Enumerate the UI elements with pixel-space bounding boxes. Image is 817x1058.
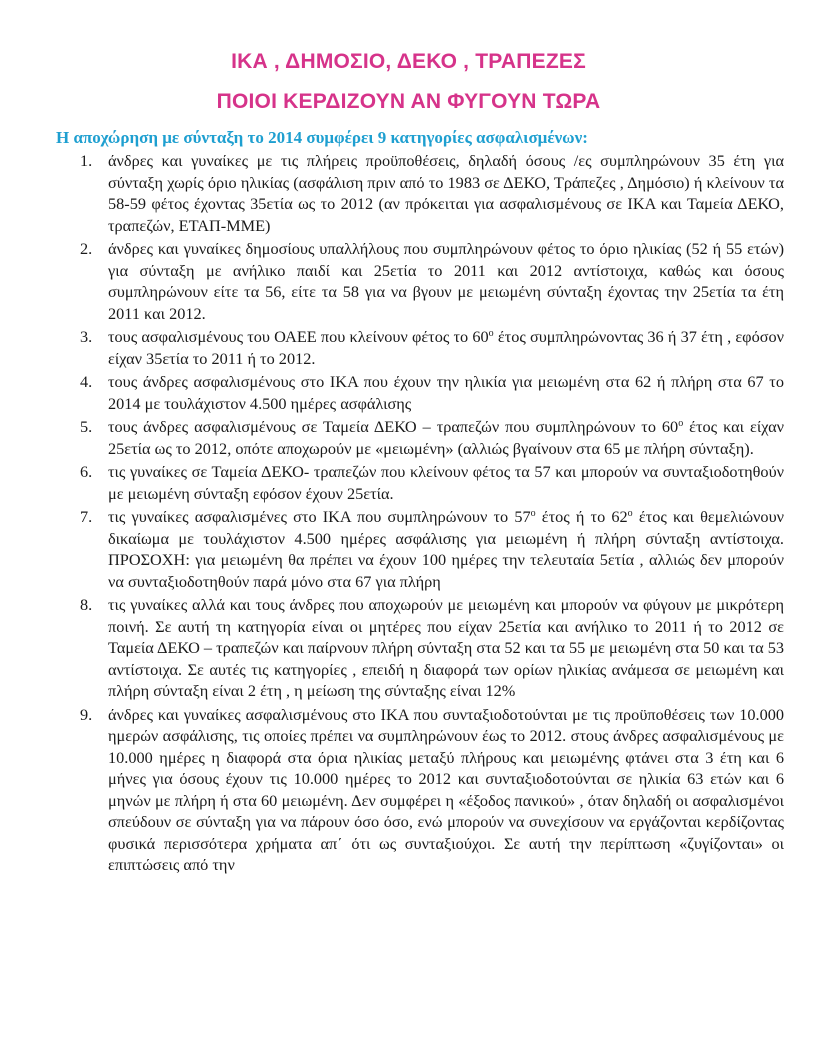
list-item-text: τους άνδρες ασφαλισμένους σε Ταμεία ΔΕΚΟ – τραπεζών που συμπληρώνουν το 60 <box>108 417 679 436</box>
list-item-number: 7. <box>80 507 93 526</box>
list-item-text: τους ασφαλισμένους του ΟΑΕΕ που κλείνουν φέτος το 60 <box>108 327 489 346</box>
document-title-line1: ΙΚΑ , ΔΗΜΟΣΙΟ, ΔΕΚΟ , ΤΡΑΠΕΖΕΣ <box>231 50 586 73</box>
list-item-text: άνδρες και γυναίκες με τις πλήρεις προϋποθέσεις, δηλαδή όσους /ες συμπληρώνουν 35 έτη για σύνταξη χωρίς όριο ηλικίας (ασφάλιση πριν από το 1983 σε ΔΕΚΟ, Τράπεζες , Δημόσιο) ή κλείνουν τα 58-59 φέτος έχοντας 35ετία ως το 2012 (αν πρόκειται για ασφαλισμένους σε ΙΚΑ και Ταμεία ΔΕΚΟ, τραπεζών, ΕΤΑΠ-ΜΜΕ) <box>108 151 784 235</box>
list-item-number: 5. <box>80 417 93 436</box>
list-item-text-cont: έτος και θεμελιώνουν δικαίωμα με τουλάχιστον 4.500 ημέρες ασφάλισης για μειωμένη ή πλήρη σύνταξη αντίστοιχα. ΠΡΟΣΟΧΗ: για μειωμένη θα πρέπει να έχουν 100 ημέρες την τελευταία 5ετία , αλλιώς δεν μπορούν να συνταξιοδοτηθούν παρά μόνο στα 67 για πλήρη <box>108 507 784 591</box>
list-item-number: 3. <box>80 327 93 346</box>
document-subtitle: Η αποχώρηση με σύνταξη το 2014 συμφέρει 9 κατηγορίες ασφαλισμένων: <box>56 128 588 147</box>
list-item-text: τους άνδρες ασφαλισμένους στο ΙΚΑ που έχουν την ηλικία για μειωμένη στα 62 ή πλήρη στα 67 το 2014 με τουλάχιστον 4.500 ημέρες ασφάλισης <box>108 372 784 413</box>
categories-list <box>78 150 784 878</box>
list-item <box>78 371 784 414</box>
list-item <box>78 704 784 876</box>
list-item-text: τις γυναίκες αλλά και τους άνδρες που αποχωρούν με μειωμένη και μπορούν να φύγουν με μικρότερη ποινή. Σε αυτή τη κατηγορία είναι οι μητέρες που είχαν 25ετία και ανήλικο το 2011 ή το 2012 σε Ταμεία ΔΕΚΟ – τραπεζών και παίρνουν πλήρη σύνταξη στα 52 και τα 55 με μειωμένη στα 50 και τα 53 αντίστοιχα. Σε αυτές τις κατηγορίες , επειδή η διαφορά των ορίων ηλικίας ανάμεσα σε μειωμένη και πλήρη σύνταξη είναι 2 έτη , η μείωση της σύνταξης είναι 12% <box>108 595 784 700</box>
list-item-number: 2. <box>80 239 93 258</box>
list-item <box>78 416 784 459</box>
list-item <box>78 506 784 592</box>
list-item <box>78 594 784 702</box>
list-item <box>78 326 784 369</box>
superscript-o: ο <box>530 508 536 519</box>
superscript-o: ο <box>678 418 684 429</box>
list-item <box>78 238 784 324</box>
superscript-o: ο <box>627 508 633 519</box>
document-title-line2: ΠΟΙΟΙ ΚΕΡΔΙΖΟΥΝ ΑΝ ΦΥΓΟΥΝ ΤΩΡΑ <box>216 90 601 113</box>
list-item-text: τις γυναίκες ασφαλισμένες στο ΙΚΑ που συμπληρώνουν το 57 <box>108 507 531 526</box>
list-item-text-cont: έτος ή το 62 <box>535 507 628 526</box>
list-item <box>78 150 784 236</box>
list-item-text: τις γυναίκες σε Ταμεία ΔΕΚΟ- τραπεζών που κλείνουν φέτος τα 57 και μπορούν να συνταξιοδοτηθούν με μειωμένη σύνταξη εφόσον έχουν 25ετία. <box>108 462 784 503</box>
list-item-number: 6. <box>80 462 93 481</box>
list-item-number: 8. <box>80 595 93 614</box>
superscript-o: ο <box>488 328 494 339</box>
list-item-text-cont: έτος και είχαν 25ετία ως το 2012, οπότε αποχωρούν με «μειωμένη» (αλλιώς βγαίνουν στα 65 με πλήρη σύνταξη). <box>108 417 784 458</box>
list-item-number: 9. <box>80 704 93 724</box>
list-item-number: 1. <box>80 151 93 170</box>
list-item-text-cont: έτος συμπληρώνοντας 36 ή 37 έτη , εφόσον είχαν 35ετία το 2011 ή το 2012. <box>108 327 784 368</box>
list-item-number: 4. <box>80 372 93 391</box>
list-item <box>78 461 784 504</box>
list-item-text: άνδρες και γυναίκες δημοσίους υπαλλήλους που συμπληρώνουν φέτος το όριο ηλικίας (52 ή 55 ετών) για σύνταξη με ανήλικο παιδί και 25ετία το 2011 και 2012 αντίστοιχα, καθώς και όσους συμπληρώνουν είτε τα 56, είτε τα 58 για να βγουν με μειωμένη σύνταξη έχοντας την 25ετία τα έτη 2011 και 2012. <box>108 239 784 323</box>
list-item-text: άνδρες και γυναίκες ασφαλισμένους στο ΙΚΑ που συνταξιοδοτούνται με τις προϋποθέσεις των 10.000 ημερών ασφάλισης, τις οποίες πρέπει να συμπληρώνουν έως το 2012. στους άνδρες ασφαλισμένους με 10.000 ημέρες η διαφορά στα όρια ηλικίας μεταξύ πλήρους και μειωμένης φτάνει στα 3 έτη και 6 μήνες για όσους έχουν τις 10.000 ημέρες το 2012 και συνταξιοδοτούνται σε ηλικία 63 ετών και 6 μηνών με πλήρη ή στα 60 μειωμένη. Δεν συμφέρει η «έξοδος πανικού» , όταν δηλαδή οι ασφαλισμένοι σπεύδουν σε σύνταξη για να πάρουν όσο όσο, ενώ μπορούν να συνεχίσουν να εργάζονται κερδίζοντας φυσικά περισσότερα χρήματα απ΄ ότι ως συνταξιούχοι. Σε αυτή την περίπτωση «ζυγίζονται» οι επιπτώσεις από την <box>108 704 784 874</box>
